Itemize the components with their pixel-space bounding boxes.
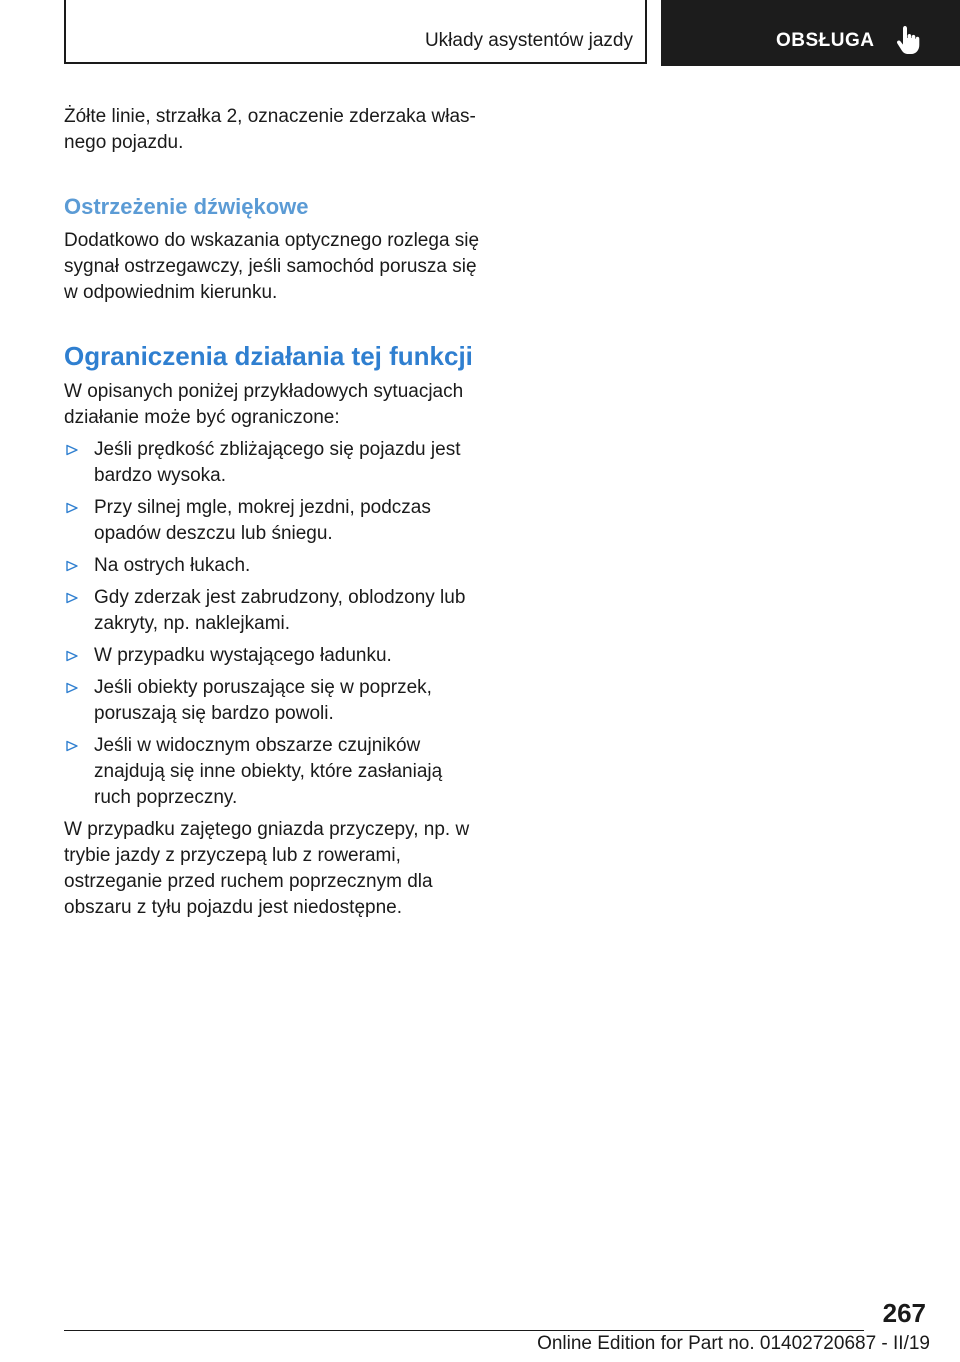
triangle-bullet-icon — [66, 592, 78, 604]
list-item — [64, 675, 484, 727]
list-item-text: Na ostrych łukach. — [94, 555, 251, 576]
subheading-paragraph: Dodatkowo do wskazania optycznego rozlega się sygnał ostrzegawczy, jeśli samochód porusza się w odpowiednim kierunku. — [64, 230, 480, 303]
list-item-text: Jeśli w widocznym obszarze czujników znajdują się inne obiekty, które zasłaniają ruch poprzeczny. — [94, 735, 443, 808]
list-item — [64, 495, 484, 547]
triangle-bullet-icon — [66, 502, 78, 514]
list-item-text: Jeśli obiekty poruszające się w poprzek, poruszają się bardzo powoli. — [94, 677, 432, 724]
triangle-bullet-icon — [66, 740, 78, 752]
page-number: 267 — [882, 1298, 926, 1328]
triangle-bullet-icon — [66, 560, 78, 572]
triangle-bullet-icon — [66, 444, 78, 456]
section-tab-label: OBSŁUGA — [776, 30, 875, 51]
list-item-text: W przypadku wystającego ładunku. — [94, 645, 392, 666]
list-item-text: Przy silnej mgle, mokrej jezdni, podczas opadów deszczu lub śniegu. — [94, 497, 431, 544]
section-tab[interactable] — [661, 0, 960, 66]
limitations-list — [64, 437, 484, 811]
list-item — [64, 643, 484, 669]
list-item — [64, 733, 484, 811]
list-item-text: Gdy zderzak jest zabrudzony, oblodzony lub zakryty, np. naklejkami. — [94, 587, 466, 634]
triangle-bullet-icon — [66, 682, 78, 694]
list-item — [64, 437, 484, 489]
edition-text: Online Edition for Part no. 01402720687 - II/19 — [537, 1333, 930, 1354]
footer-divider — [64, 1330, 864, 1331]
subheading-audio-warning: Ostrzeżenie dźwiękowe — [64, 194, 309, 219]
header-chapter-box — [64, 0, 647, 64]
intro-paragraph: Żółte linie, strzałka 2, oznaczenie zderzaka włas- nego pojazdu. — [64, 106, 476, 153]
closing-paragraph: W przypadku zajętego gniazda przyczepy, np. w trybie jazdy z przyczepą lub z rowerami, ostrzeganie przed ruchem poprzecznym dla obszaru z tyłu pojazdu jest niedostępne. — [64, 819, 470, 918]
page-content — [64, 104, 484, 921]
heading-function-limits: Ograniczenia działania tej funkcji — [64, 341, 473, 371]
list-item — [64, 585, 484, 637]
pointing-hand-icon — [896, 26, 920, 56]
list-item — [64, 553, 484, 579]
heading-paragraph: W opisanych poniżej przykładowych sytuacjach działanie może być ograniczone: — [64, 381, 464, 428]
list-item-text: Jeśli prędkość zbliżającego się pojazdu jest bardzo wysoka. — [94, 439, 461, 486]
triangle-bullet-icon — [66, 650, 78, 662]
chapter-title: Układy asystentów jazdy — [424, 30, 633, 51]
